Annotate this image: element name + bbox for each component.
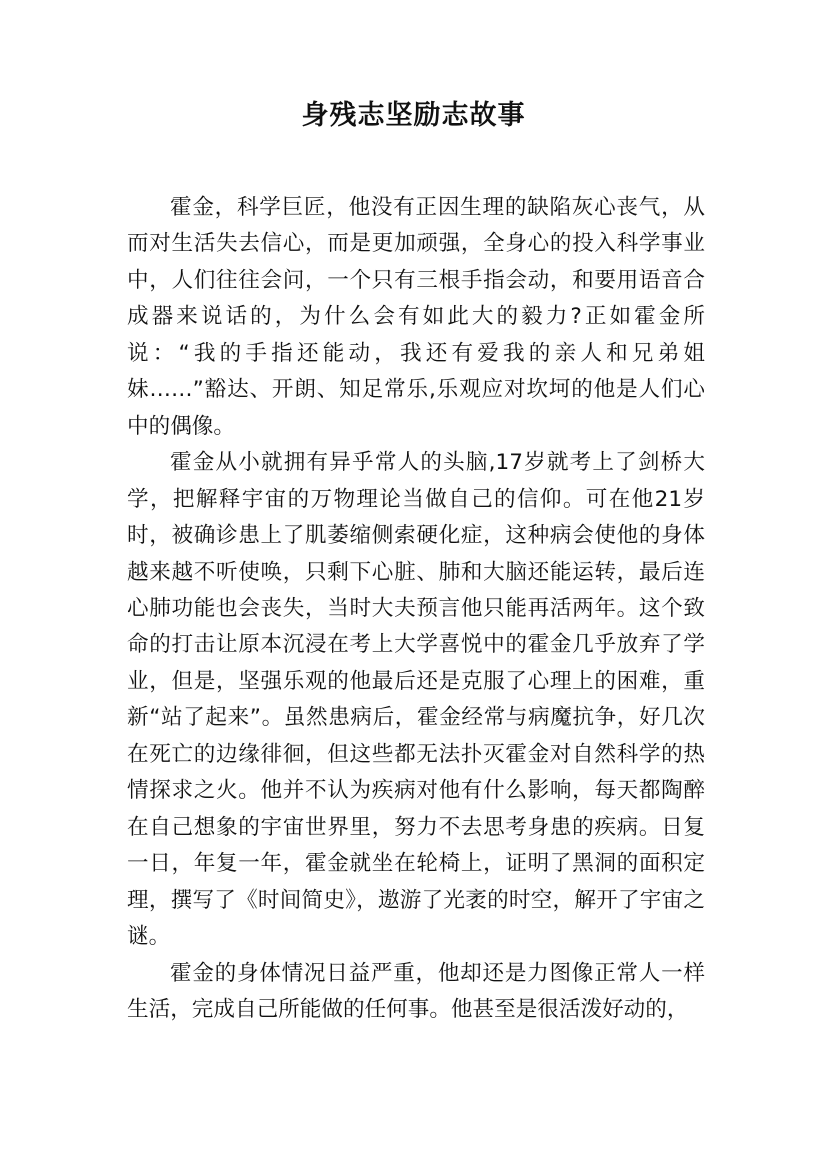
paragraph-3: 霍金的身体情况日益严重，他却还是力图像正常人一样生活，完成自己所能做的任何事。他甚至是很活泼好动的， xyxy=(127,960,705,1022)
paragraph-2: 霍金从小就拥有异乎常人的头脑,17岁就考上了剑桥大学，把解释宇宙的万物理论当做自己的信仰。可在他21岁时，被确诊患上了肌萎缩侧索硬化症，这种病会使他的身体越来越不听使唤，只剩下心脏、肺和大脑还能运转，最后连心肺功能也会丧失，当时大夫预言他只能再活两年。这个致命的打击让原本沉浸在考上大学喜悦中的霍金几乎放弃了学业，但是，坚强乐观的他最后还是克服了心理上的困难，重新“站了起来”。虽然患病后，霍金经常与病魔抗争，好几次在死亡的边缘徘徊，但这些都无法扑灭霍金对自然科学的热情探求之火。他并不认为疾病对他有什么影响，每天都陶醉在自己想象的宇宙世界里，努力不去思考身患的疾病。日复一日，年复一年，霍金就坐在轮椅上，证明了黑洞的面积定理，撰写了《时间简史》，遨游了光袤的时空，解开了宇宙之谜。 xyxy=(127,450,705,950)
document-title: 身残志坚励志故事 xyxy=(301,100,526,131)
document-body xyxy=(127,190,705,1028)
paragraph-1: 霍金，科学巨匠，他没有正因生理的缺陷灰心丧气，从而对生活失去信心，而是更加顽强，全身心的投入科学事业中，人们往往会问，一个只有三根手指会动，和要用语音合成器来说话的，为什么会有如此大的毅力?正如霍金所说：“我的手指还能动，我还有爱我的亲人和兄弟姐妹……”豁达、开朗、知足常乐,乐观应对坎坷的他是人们心中的偶像。 xyxy=(127,195,705,439)
